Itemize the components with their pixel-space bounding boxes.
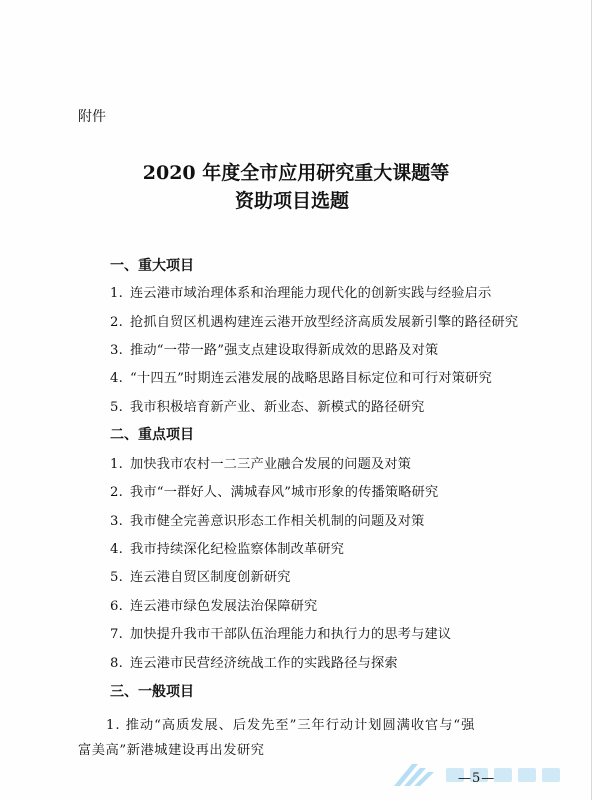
- list-item: [110, 339, 438, 358]
- section-heading-general: 三、一般项目: [110, 684, 194, 700]
- item-number: 8.: [110, 656, 123, 671]
- attachment-label: 附件: [78, 109, 106, 125]
- section-heading-key: 二、重点项目: [110, 427, 194, 443]
- item-text: 连云港自贸区制度创新研究: [130, 570, 291, 585]
- item-text: 推动“一带一路”强支点建设取得新成效的思路及对策: [130, 343, 439, 358]
- item-number: 2.: [110, 315, 123, 330]
- item-text: 连云港市民营经济统战工作的实践路径与探索: [130, 656, 398, 671]
- item-text: 我市健全完善意识形态工作相关机制的问题及对策: [130, 514, 425, 529]
- list-item: [110, 623, 451, 642]
- item-number: 3.: [110, 343, 123, 358]
- item-number: 1.: [106, 718, 121, 733]
- item-text-line1: 推动“高质发展、后发先至”三年行动计划圆满收官与“强: [125, 718, 476, 733]
- item-number: 2.: [110, 485, 123, 500]
- page-number: —5—: [458, 771, 496, 786]
- list-item: [110, 396, 425, 415]
- list-item: [110, 510, 425, 529]
- item-number: 1.: [110, 286, 123, 301]
- item-text-line2: 富美高”新港城建设再出发研究: [78, 743, 265, 758]
- section-heading-major: 一、重大项目: [110, 258, 194, 274]
- item-number: 6.: [110, 599, 123, 614]
- document-title-line1: 2020 年度全市应用研究重大课题等: [142, 162, 450, 184]
- item-number: 3.: [110, 514, 123, 529]
- item-text: 我市积极培育新产业、新业态、新模式的路径研究: [130, 400, 425, 415]
- list-item: [110, 282, 491, 301]
- item-text: 我市“一群好人、满城春风”城市形象的传播策略研究: [130, 485, 439, 500]
- list-item: [106, 714, 475, 733]
- list-item: [110, 566, 291, 585]
- list-item: [110, 367, 492, 386]
- item-number: 4.: [110, 371, 123, 386]
- document-title-line2: 资助项目选题: [234, 190, 349, 212]
- item-number: 4.: [110, 542, 123, 557]
- item-text: “十四五”时期连云港发展的战略思路目标定位和可行对策研究: [130, 371, 492, 386]
- item-number: 5.: [110, 400, 123, 415]
- list-item: [110, 481, 438, 500]
- list-item: [110, 652, 398, 671]
- list-item: [110, 311, 518, 330]
- list-item: [110, 538, 344, 557]
- item-text: 连云港市域治理体系和治理能力现代化的创新实践与经验启示: [130, 286, 492, 301]
- item-text: 加快我市农村一二三产业融合发展的问题及对策: [130, 457, 412, 472]
- item-number: 5.: [110, 570, 123, 585]
- item-text: 我市持续深化纪检监察体制改革研究: [130, 542, 345, 557]
- item-text: 抢抓自贸区机遇构建连云港开放型经济高质发展新引擎的路径研究: [130, 315, 519, 330]
- item-number: 1.: [110, 457, 123, 472]
- item-text: 连云港市绿色发展法治保障研究: [130, 599, 318, 614]
- item-number: 7.: [110, 627, 123, 642]
- item-text: 加快提升我市干部队伍治理能力和执行力的思考与建议: [130, 627, 452, 642]
- list-item: [110, 453, 411, 472]
- list-item: [110, 595, 317, 614]
